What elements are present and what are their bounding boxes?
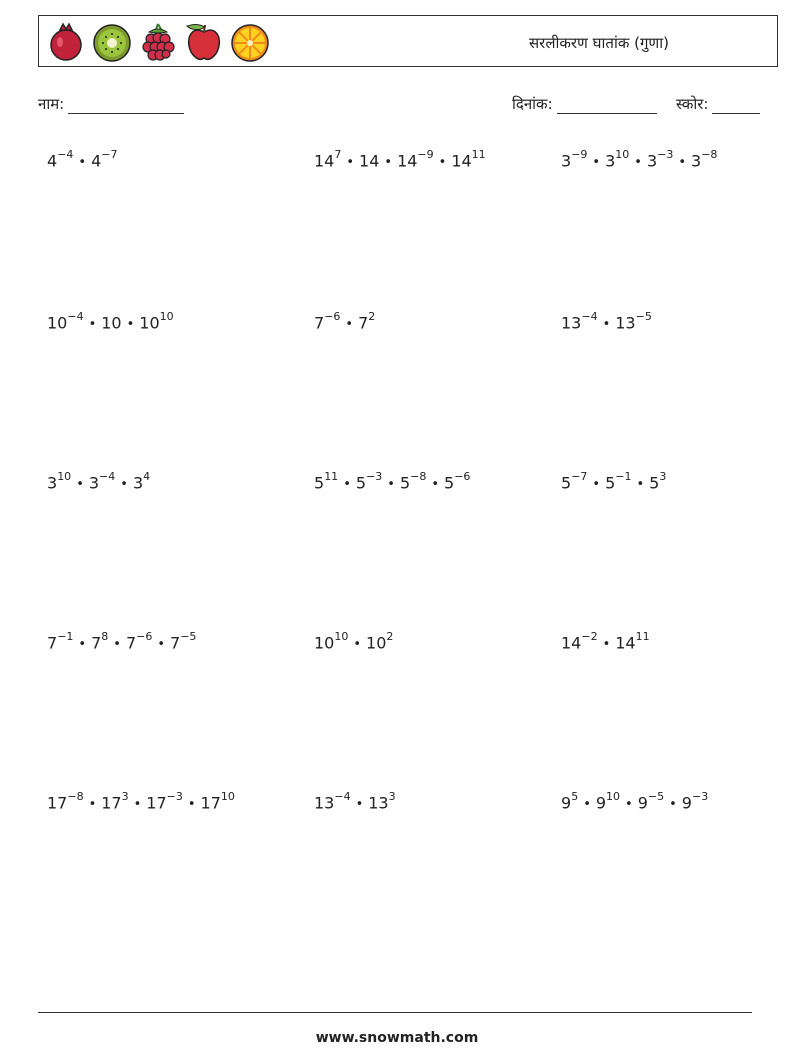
multiply-dot: •	[353, 637, 362, 653]
base: 7	[314, 313, 325, 333]
multiply-dot: •	[187, 797, 196, 813]
apple-icon	[183, 20, 225, 64]
exponent: −3	[166, 790, 183, 803]
base: 4	[47, 151, 58, 171]
date-blank[interactable]	[557, 97, 657, 114]
exponent: −3	[366, 470, 383, 483]
exponent: −6	[454, 470, 471, 483]
exponent: 10	[606, 790, 621, 803]
exponent: −8	[67, 790, 84, 803]
base: 5	[605, 473, 616, 493]
base: 7	[47, 633, 58, 653]
base: 9	[637, 793, 648, 813]
kiwi-icon	[91, 20, 133, 64]
exponent: 10	[220, 790, 235, 803]
multiply-dot: •	[113, 637, 121, 653]
exponent: −4	[99, 470, 116, 483]
exponent: 11	[471, 148, 486, 161]
exponent: −6	[136, 630, 153, 643]
base: 17	[200, 793, 221, 813]
base: 17	[146, 793, 167, 813]
exponent: 4	[143, 470, 151, 483]
multiply-dot: •	[669, 797, 677, 813]
footer-website: www.snowmath.com	[315, 1030, 479, 1046]
base: 3	[561, 151, 572, 171]
name-label: नाम:	[38, 95, 65, 113]
exponent: 10	[57, 470, 72, 483]
multiply-dot: •	[592, 155, 601, 171]
exponent: −4	[334, 790, 351, 803]
multiply-dot: •	[126, 317, 135, 333]
multiply-dot: •	[76, 477, 84, 493]
exponent: −5	[180, 630, 197, 643]
multiply-dot: •	[345, 317, 354, 333]
exponent: 10	[334, 630, 349, 643]
problem-4	[47, 312, 174, 332]
exponent: 2	[368, 310, 376, 323]
problem-3	[561, 150, 717, 170]
exponent: −5	[647, 790, 665, 803]
multiply-dot: •	[625, 797, 633, 813]
exponent: −4	[57, 148, 74, 161]
exponent: −7	[101, 148, 118, 161]
base: 17	[101, 793, 122, 813]
multiply-dot: •	[78, 637, 87, 653]
multiply-dot: •	[88, 317, 97, 333]
exponent: −1	[615, 470, 632, 483]
exponent: −3	[691, 790, 709, 803]
worksheet-header	[38, 15, 778, 67]
exponent: −8	[701, 148, 718, 161]
exponent: −9	[417, 148, 434, 161]
base: 9	[681, 793, 692, 813]
exponent: −5	[635, 310, 652, 323]
score-label: स्कोर:	[676, 95, 709, 113]
base: 3	[646, 151, 658, 171]
base: 10	[47, 313, 68, 333]
multiply-dot: •	[678, 155, 687, 171]
base: 14	[397, 151, 418, 171]
problem-10	[47, 632, 196, 652]
base: 10	[314, 633, 335, 653]
problem-5	[314, 312, 375, 332]
name-field[interactable]	[38, 94, 184, 114]
exponent: 3	[388, 790, 396, 803]
multiply-dot: •	[438, 155, 447, 171]
multiply-dot: •	[634, 155, 642, 171]
multiply-dot: •	[355, 797, 364, 813]
base: 7	[358, 313, 369, 333]
fruit-icons	[45, 20, 271, 64]
base: 9	[561, 793, 572, 813]
multiply-dot: •	[602, 317, 611, 333]
problem-15	[561, 792, 708, 812]
problem-12	[561, 632, 650, 652]
base: 14	[359, 151, 380, 171]
exponent: 5	[571, 790, 579, 803]
exponent: −4	[67, 310, 84, 323]
exponent: 2	[386, 630, 394, 643]
base: 14	[314, 151, 335, 171]
date-label: दिनांक:	[512, 95, 553, 113]
problem-7	[47, 472, 150, 492]
base: 5	[399, 473, 411, 493]
multiply-dot: •	[346, 155, 355, 171]
date-field[interactable]	[512, 94, 657, 114]
exponent: 3	[659, 470, 667, 483]
problem-14	[314, 792, 396, 812]
base: 13	[314, 793, 335, 813]
base: 3	[132, 473, 144, 493]
footer-divider	[38, 1012, 752, 1013]
multiply-dot: •	[133, 797, 142, 813]
multiply-dot: •	[592, 477, 601, 493]
exponent: −9	[571, 148, 588, 161]
exponent: −1	[57, 630, 74, 643]
multiply-dot: •	[88, 797, 97, 813]
exponent: 10	[159, 310, 174, 323]
base: 3	[47, 473, 58, 493]
exponent: 11	[635, 630, 650, 643]
raspberry-icon	[137, 20, 179, 64]
base: 14	[615, 633, 636, 653]
base: 17	[47, 793, 68, 813]
base: 7	[170, 633, 181, 653]
base: 5	[314, 473, 325, 493]
base: 9	[595, 793, 607, 813]
base: 10	[366, 633, 387, 653]
base: 5	[649, 473, 660, 493]
base: 5	[561, 473, 572, 493]
exponent: 10	[615, 148, 630, 161]
worksheet-title: सरलीकरण घातांक (गुणा)	[529, 34, 669, 52]
exponent: −2	[581, 630, 598, 643]
base: 3	[691, 151, 702, 171]
base: 10	[101, 313, 122, 333]
problem-8	[314, 472, 470, 492]
base: 13	[615, 313, 636, 333]
exponent: 3	[121, 790, 129, 803]
exponent: 11	[324, 470, 339, 483]
base: 4	[91, 151, 102, 171]
problem-11	[314, 632, 393, 652]
multiply-dot: •	[78, 155, 87, 171]
base: 7	[125, 633, 137, 653]
base: 7	[91, 633, 102, 653]
multiply-dot: •	[636, 477, 645, 493]
base: 3	[605, 151, 616, 171]
multiply-dot: •	[384, 155, 393, 171]
exponent: −8	[410, 470, 427, 483]
name-blank[interactable]	[68, 97, 184, 114]
multiply-dot: •	[343, 477, 351, 493]
problem-2	[314, 150, 486, 170]
exponent: 8	[101, 630, 109, 643]
multiply-dot: •	[387, 477, 395, 493]
problem-13	[47, 792, 235, 812]
base: 5	[355, 473, 367, 493]
base: 14	[561, 633, 582, 653]
problem-1	[47, 150, 117, 170]
score-blank[interactable]	[712, 97, 760, 114]
base: 10	[139, 313, 160, 333]
base: 3	[88, 473, 100, 493]
base: 13	[561, 313, 582, 333]
base: 5	[444, 473, 455, 493]
exponent: −7	[571, 470, 588, 483]
exponent: −4	[581, 310, 598, 323]
multiply-dot: •	[120, 477, 128, 493]
multiply-dot: •	[431, 477, 440, 493]
multiply-dot: •	[583, 797, 591, 813]
exponent: 7	[334, 148, 342, 161]
score-field[interactable]	[676, 94, 760, 114]
pomegranate-icon	[45, 20, 87, 64]
exponent: −6	[324, 310, 341, 323]
multiply-dot: •	[157, 637, 166, 653]
orange-icon	[229, 20, 271, 64]
problem-6	[561, 312, 652, 332]
base: 13	[368, 793, 389, 813]
problem-9	[561, 472, 666, 492]
multiply-dot: •	[602, 637, 611, 653]
base: 14	[451, 151, 472, 171]
exponent: −3	[657, 148, 674, 161]
